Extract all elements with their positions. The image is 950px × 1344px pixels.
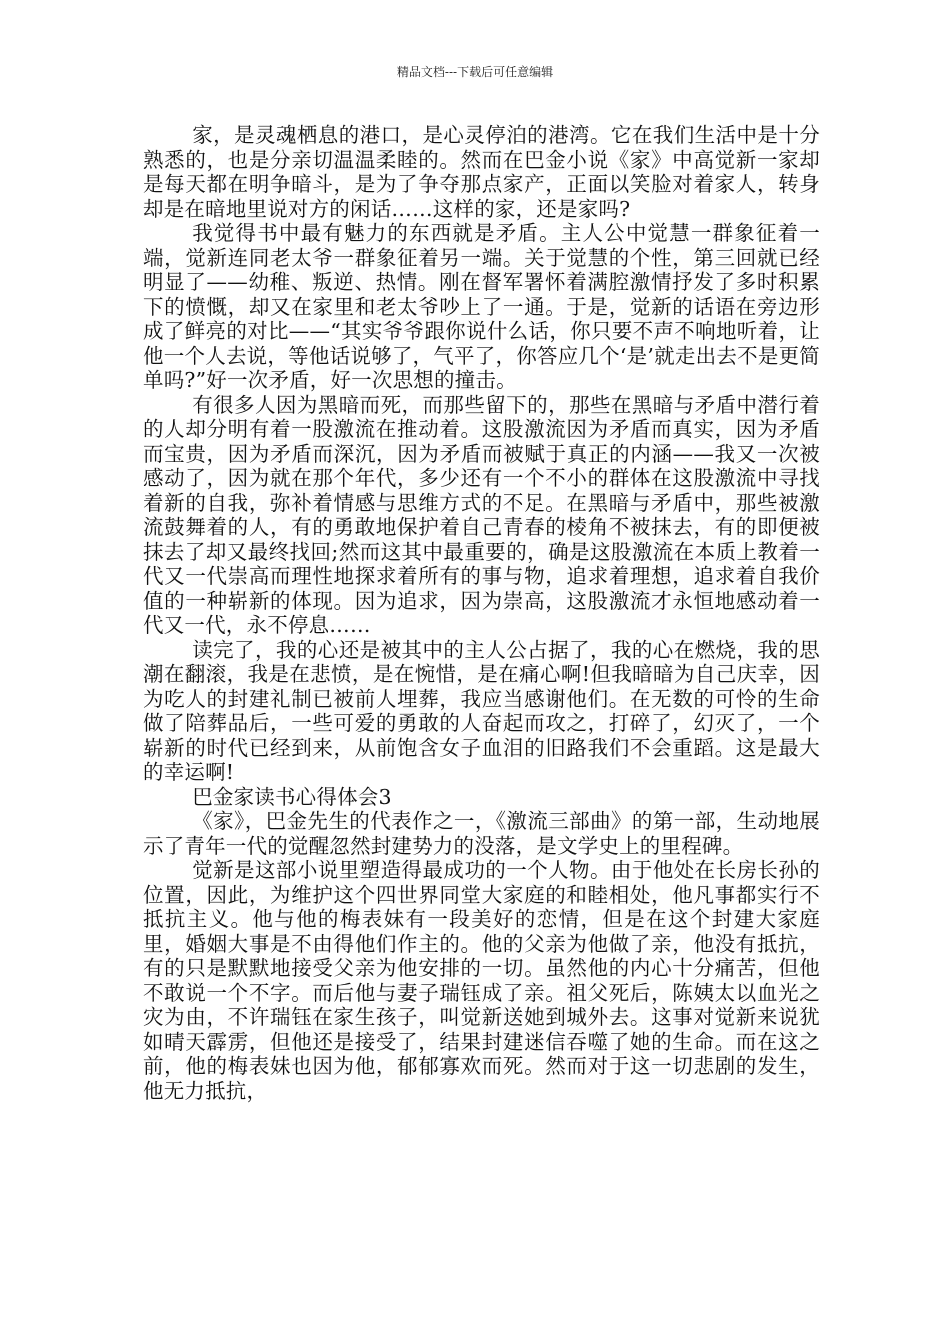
- paragraph-work-intro: 《家》，巴金先生的代表作之一，《激流三部曲》的第一部，生动地展示了青年一代的觉醒忽然封建势力的没落，是文学史上的里程碑。: [143, 809, 820, 858]
- page-header: 精品文档---下载后可任意编辑: [396, 65, 554, 79]
- article-body: [143, 123, 820, 1103]
- paragraph-juexin: 觉新是这部小说里塑造得最成功的一个人物。由于他处在长房长孙的位置，因此，为维护这个四世界同堂大家庭的和睦相处，他凡事都实行不抵抗主义。他与他的梅表妹有一段美好的恋情，但是在这个封建大家庭里，婚姻大事是不由得他们作主的。他的父亲为他做了亲，他没有抵抗，有的只是默默地接受父亲为他安排的一切。虽然他的内心十分痛苦，但他不敢说一个不字。而后他与妻子瑞钰成了亲。祖父死后，陈姨太以血光之灾为由，不许瑞钰在家生孩子，叫觉新送她到城外去。这事对觉新来说犹如晴天霹雳，但他还是接受了，结果封建迷信吞噬了她的生命。而在这之前，他的梅表妹也因为他，郁郁寡欢而死。然而对于这一切悲剧的发生，他无力抵抗，: [143, 858, 820, 1103]
- paragraph-contradiction: 我觉得书中最有魅力的东西就是矛盾。主人公中觉慧一群象征着一端，觉新连同老太爷一群象征着另一端。关于觉慧的个性，第三回就已经明显了——幼稚、叛逆、热情。刚在督军署怀着满腔激情抒发了多时积累下的愤慨，却又在家里和老太爷吵上了一通。于是，觉新的话语在旁边形成了鲜亮的对比——“其实爷爷跟你说什么话，你只要不声不响地听着，让他一个人去说，等他话说够了，气平了，你答应几个‘是’就走出去不是更简单吗?”好一次矛盾，好一次思想的撞击。: [143, 221, 820, 392]
- section-heading: 巴金家读书心得体会3: [192, 784, 392, 809]
- paragraph-after-reading: 读完了，我的心还是被其中的主人公占据了，我的心在燃烧，我的思潮在翻滚，我是在悲愤，是在惋惜，是在痛心啊!但我暗暗为自己庆幸，因为吃人的封建礼制已被前人埋葬，我应当感谢他们。在无数的可怜的生命做了陪葬品后，一些可爱的勇敢的人奋起而攻之，打碎了，幻灭了，一个崭新的时代已经到来，从前饱含女子血泪的旧路我们不会重蹈。这是最大的幸运啊!: [143, 637, 820, 784]
- paragraph-home-intro: 家，是灵魂栖息的港口，是心灵停泊的港湾。它在我们生活中是十分熟悉的，也是分亲切温温柔睦的。然而在巴金小说《家》中高觉新一家却是每天都在明争暗斗，是为了争夺那点家产，正面以笑脸对着家人，转身却是在暗地里说对方的闲话……这样的家，还是家吗?: [143, 123, 820, 221]
- paragraph-torrent: 有很多人因为黑暗而死，而那些留下的，那些在黑暗与矛盾中潜行着的人却分明有着一股激流在推动着。这股激流因为矛盾而真实，因为矛盾而宝贵，因为矛盾而深沉，因为矛盾而被赋于真正的内涵——我又一次被感动了，因为就在那个年代，多少还有一个不小的群体在这股激流中寻找着新的自我，弥补着情感与思维方式的不足。在黑暗与矛盾中，那些被激流鼓舞着的人，有的勇敢地保护着自己青春的棱角不被抹去，有的即便被抹去了却又最终找回;然而这其中最重要的，确是这股激流在本质上教着一代又一代崇高而理性地探求着所有的事与物，追求着理想，追求着自我价值的一种崭新的体现。因为追求，因为崇高，这股激流才永恒地感动着一代又一代，永不停息……: [143, 392, 820, 637]
